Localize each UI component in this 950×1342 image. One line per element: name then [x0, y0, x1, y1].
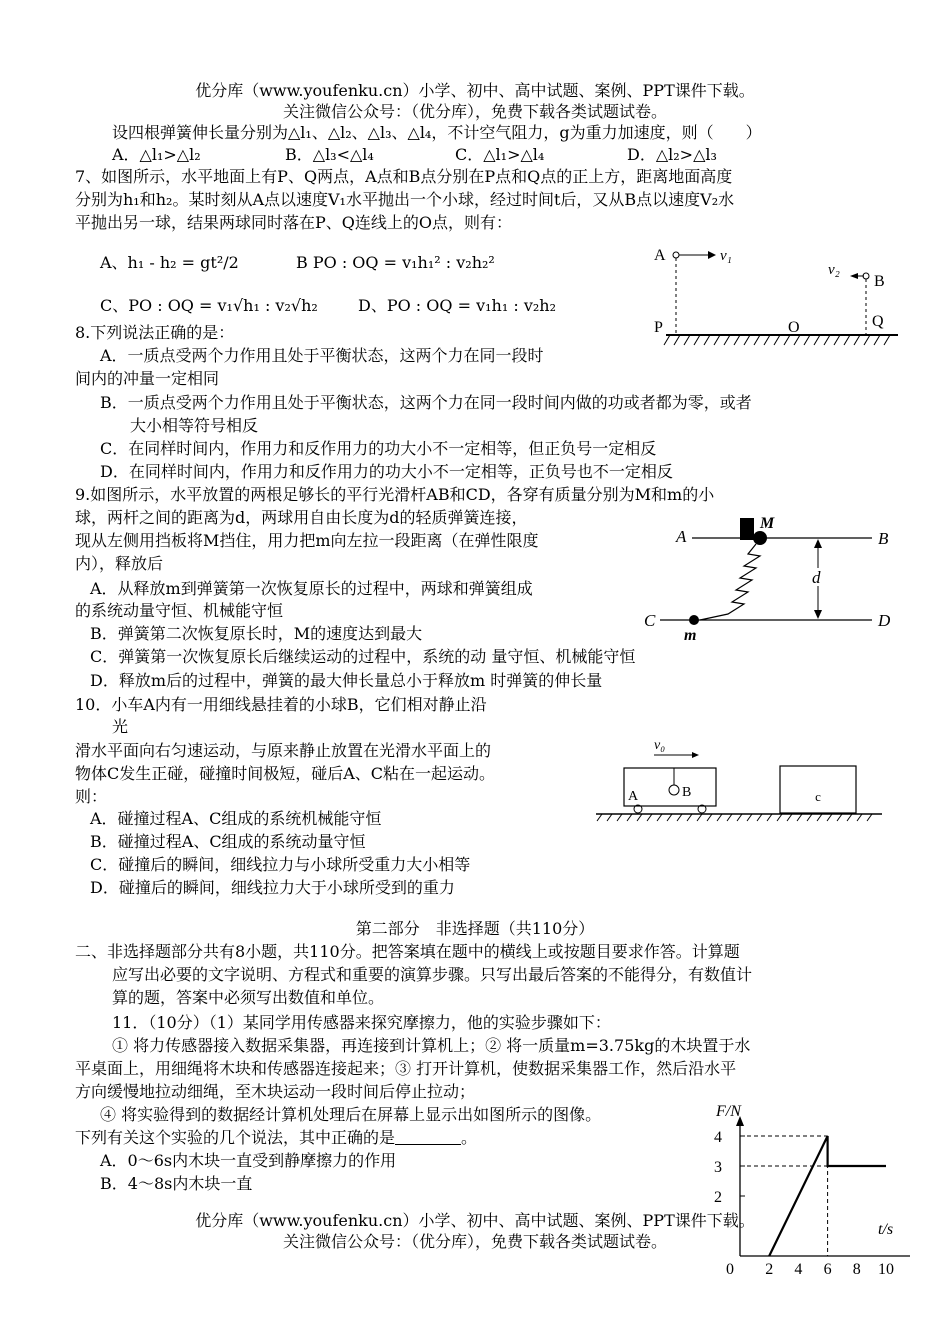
q7-fig-label-o: O: [788, 319, 800, 336]
q11-line-4: 方向缓慢地拉动细绳，至木块运动一段时间后停止拉动；: [75, 1082, 476, 1101]
q7-fig-label-v1: v₁: [720, 248, 732, 264]
q8-option-a-line-1: A．一质点受两个力作用且处于平衡状态，这两个力在同一段时: [100, 346, 544, 365]
q9-fig-label-d-rod: D: [878, 611, 891, 630]
q7-fig-label-v2: v₂: [828, 262, 840, 278]
q8-option-c: C．在同样时间内，作用力和反作用力的功大小不一定相等，但正负号一定相反: [100, 439, 657, 458]
q7-projectile-figure: [640, 238, 910, 350]
q7-line-1: 7、如图所示，水平地面上有P、Q两点，A点和B点分别在P点和Q点的正上方，距离地面高度: [75, 167, 733, 186]
q10-cart-figure: [592, 735, 892, 827]
q7-option-d: D、PO : OQ = v₁h₁ : v₂h₂: [358, 296, 556, 315]
y-tick-label: 3: [714, 1159, 722, 1176]
q9-line-3: 现从左侧用挡板将M挡住，用力把m向左拉一段距离（在弹性限度: [75, 531, 539, 550]
x-tick-label: 4: [794, 1261, 803, 1278]
header-line-2: 关注微信公众号：（优分库），免费下载各类试题试卷。: [282, 102, 667, 121]
q10-line-4: 则：: [75, 787, 108, 806]
q11-line-3: 平桌面上，用细绳将木块和传感器连接起来；③ 打开计算机，使数据采集器工作，然后沿水平: [75, 1059, 737, 1078]
q9-line-1: 9.如图所示，水平放置的两根足够长的平行光滑杆AB和CD，各穿有质量分别为M和m的小: [75, 485, 715, 504]
q9-option-a-line-1: A．从释放m到弹簧第一次恢复原长的过程中，两球和弹簧组成: [90, 579, 533, 598]
q9-fig-label-small-m: m: [684, 627, 697, 643]
q9-fig-label-b: B: [878, 529, 889, 548]
q6-option-b: B．△l₃<△l₄: [285, 145, 374, 164]
q6-option-a: A．△l₁>△l₂: [112, 145, 201, 164]
q9-fig-label-big-m: M: [760, 515, 775, 532]
q8-option-b-line-1: B．一质点受两个力作用且处于平衡状态，这两个力在同一段时间内做的功或者都为零，或者: [100, 393, 752, 412]
q9-fig-label-c: C: [644, 611, 656, 630]
q6-stem: 设四根弹簧伸长量分别为△l₁、△l₂、△l₃、△l₄，不计空气阻力，g为重力加速度，则（ ）: [112, 123, 762, 142]
x-tick-label: 6: [823, 1261, 832, 1278]
part2-instructions-line-3: 算的题，答案中必须写出数值和单位。: [112, 988, 385, 1007]
chart-ylabel: F/N: [716, 1103, 741, 1120]
q10-line-2: 滑水平面向右匀速运动，与原来静止放置在光滑水平面上的: [75, 741, 492, 760]
q9-option-b: B．弹簧第二次恢复原长时，M的速度达到最大: [90, 624, 423, 643]
chart-guides: [740, 1136, 828, 1256]
q9-line-4: 内），释放后: [75, 554, 164, 573]
q7-fig-label-p: P: [654, 319, 663, 336]
q7-line-2: 分别为h₁和h₂。某时刻从A点以速度V₁水平抛出一个小球，经过时间t后，又从B点以速度V₂水: [75, 190, 735, 209]
q6-option-d: D．△l₂>△l₃: [627, 145, 717, 164]
part2-instructions-line-2: 应写出必要的文字说明、方程式和重要的演算步骤。只写出最后答案的不能得分，有数值计: [112, 965, 753, 984]
q11-line-6: [75, 1127, 477, 1149]
q8-option-d: D．在同样时间内，作用力和反作用力的功大小不一定相等，正负号也不一定相反: [100, 462, 673, 481]
q10-line-1-wrap: 光: [112, 717, 129, 736]
q10-line-1: 10．小车A内有一用细线悬挂着的小球B，它们相对静止沿: [75, 695, 487, 714]
chart-xlabel: t/s: [878, 1221, 894, 1238]
q11-force-time-chart: [680, 1098, 910, 1278]
header-line-1: 优分库（www.youfenku.cn）小学、初中、高中试题、案例、PPT课件下载。: [195, 81, 755, 100]
x-tick-label: 8: [852, 1261, 861, 1278]
q10-fig-label-b: B: [682, 785, 692, 800]
q10-option-b: B．碰撞过程A、C组成的系统动量守恒: [90, 832, 366, 851]
y-tick-label: 4: [714, 1129, 722, 1146]
q10-fig-label-c: c: [815, 789, 821, 804]
q11-line-5: ④ 将实验得到的数据经计算机处理后在屏幕上显示出如图所示的图像。: [100, 1105, 602, 1124]
footer-line-2: 关注微信公众号：（优分库），免费下载各类试题试卷。: [282, 1232, 667, 1251]
q9-line-2: 球，两杆之间的距离为d，两球用自由长度为d的轻质弹簧连接，: [75, 508, 528, 527]
q9-fig-label-d: d: [812, 568, 821, 587]
footer-line-1: 优分库（www.youfenku.cn）小学、初中、高中试题、案例、PPT课件下载。: [195, 1211, 755, 1230]
q7-fig-label-q: Q: [872, 313, 884, 330]
q11-question-end: 。: [461, 1128, 478, 1147]
q9-option-a-line-2: 的系统动量守恒、机械能守恒: [75, 601, 284, 620]
q9-fig-label-a: A: [676, 527, 687, 546]
q7-fig-label-b: B: [874, 273, 885, 290]
q10-fig-label-v0: v₀: [654, 738, 666, 753]
q11-option-b: B．4～8s内木块一直: [100, 1174, 253, 1193]
q11-line-2: ① 将力传感器接入数据采集器，再连接到计算机上；② 将一质量m=3.75kg的木块置于水: [112, 1036, 751, 1055]
chart-axes: [736, 1116, 910, 1260]
q9-spring-rod-figure: [640, 508, 910, 643]
q10-option-c: C．碰撞后的瞬间，细线拉力与小球所受重力大小相等: [90, 855, 471, 874]
q8-option-b-line-2: 大小相等符号相反: [130, 416, 259, 435]
x-tick-label: 0: [726, 1261, 734, 1278]
y-tick-label: 2: [714, 1189, 722, 1206]
q7-option-b: B PO : OQ = v₁h₁² : v₂h₂²: [296, 253, 495, 272]
q10-option-d: D．碰撞后的瞬间，细线拉力大于小球所受到的重力: [90, 878, 455, 897]
part2-title: 第二部分 非选择题（共110分）: [355, 919, 595, 938]
q11-question: 下列有关这个实验的几个说法，其中正确的是: [75, 1128, 396, 1147]
answer-blank[interactable]: [395, 1130, 461, 1145]
x-tick-label: 2: [765, 1261, 774, 1278]
q9-option-c: C．弹簧第一次恢复原长后继续运动的过程中，系统的动 量守恒、机械能守恒: [90, 647, 636, 666]
x-tick-label: 10: [878, 1261, 894, 1278]
part2-instructions-line-1: 二、非选择题部分共有8小题，共110分。把答案填在题中的横线上或按题目要求作答。计算题: [75, 942, 740, 961]
q10-fig-label-a: A: [628, 789, 639, 804]
q9-option-d: D．释放m后的过程中，弹簧的最大伸长量总小于释放m 时弹簧的伸长量: [90, 671, 603, 690]
q7-line-3: 平抛出另一球，结果两球同时落在P、Q连线上的O点，则有：: [75, 213, 513, 232]
q7-option-a: A、h₁ - h₂ = gt²/2: [100, 253, 239, 272]
q7-option-c: C、PO : OQ = v₁√h₁ : v₂√h₂: [100, 296, 318, 315]
q10-option-a: A．碰撞过程A、C组成的系统机械能守恒: [90, 809, 382, 828]
q7-fig-label-a: A: [654, 247, 666, 264]
q8-option-a-line-2: 间内的冲量一定相同: [75, 369, 220, 388]
q10-line-3: 物体C发生正碰，碰撞时间极短，碰后A、C粘在一起运动。: [75, 764, 496, 783]
q8-stem: 8.下列说法正确的是：: [75, 323, 235, 342]
q11-option-a: A．0～6s内木块一直受到静摩擦力的作用: [100, 1151, 397, 1170]
q6-option-c: C．△l₁>△l₄: [455, 145, 545, 164]
q11-line-1: 11．（10分）（1）某同学用传感器来探究摩擦力，他的实验步骤如下：: [112, 1013, 611, 1032]
